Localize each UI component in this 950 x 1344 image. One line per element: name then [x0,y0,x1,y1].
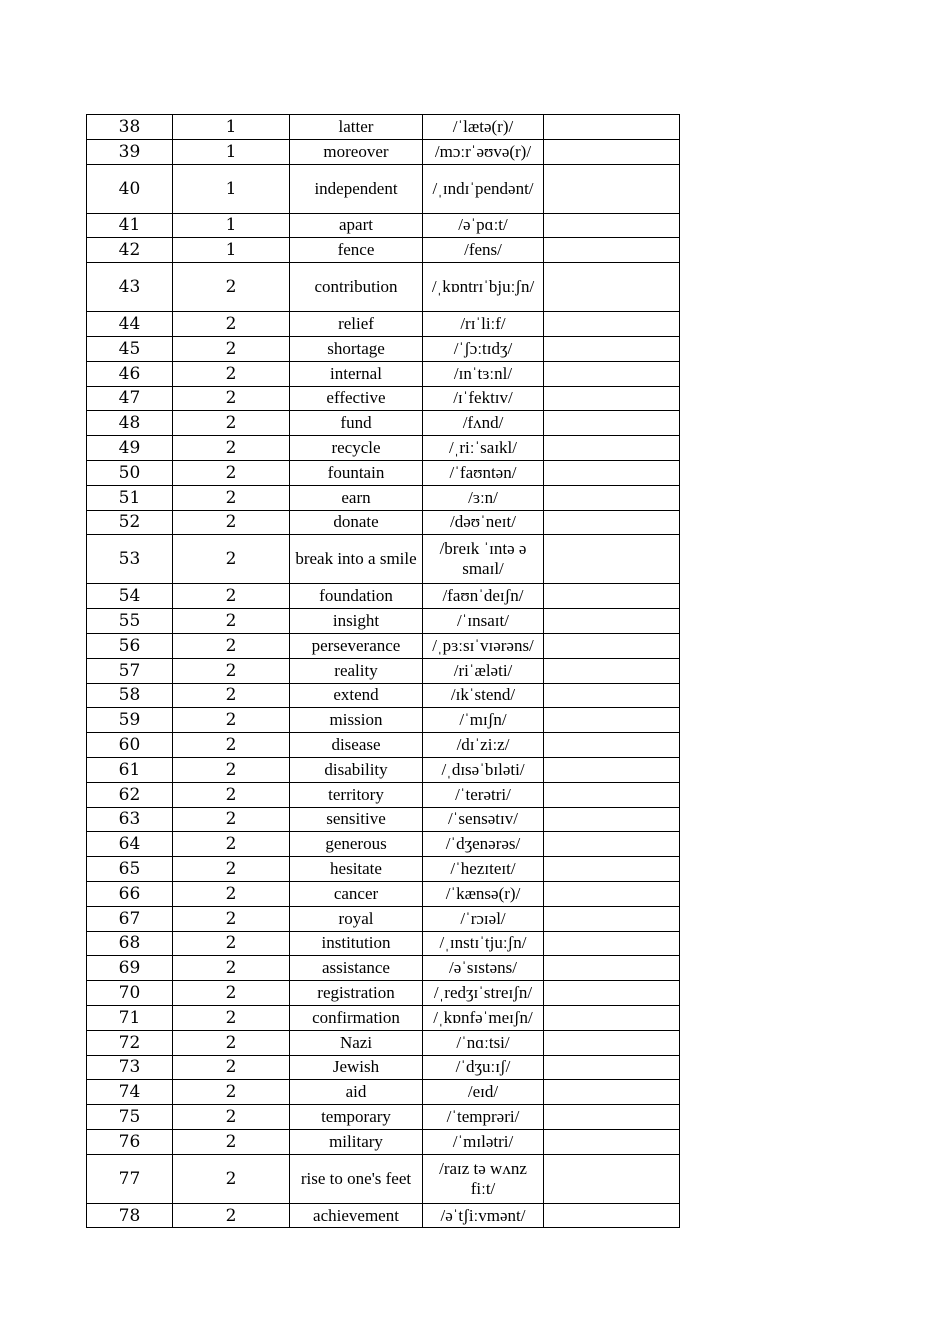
table-row [87,361,680,386]
row-number-cell: 50 [87,460,173,485]
unit-number-cell: 2 [173,609,290,634]
row-number-cell: 76 [87,1129,173,1154]
phonetic-cell: /ˈterətri/ [423,782,544,807]
blank-cell [544,164,680,213]
row-number-cell: 45 [87,336,173,361]
word-cell: insight [290,609,423,634]
table-row [87,931,680,956]
table-row [87,1005,680,1030]
phonetic-cell: /ˌriːˈsaɪkl/ [423,436,544,461]
unit-number-cell: 1 [173,139,290,164]
unit-number-cell: 2 [173,485,290,510]
blank-cell [544,115,680,140]
word-cell: cancer [290,881,423,906]
row-number-cell: 62 [87,782,173,807]
word-cell: royal [290,906,423,931]
phonetic-cell: /ˈkænsə(r)/ [423,881,544,906]
table-row [87,782,680,807]
unit-number-cell: 2 [173,832,290,857]
word-cell: Nazi [290,1030,423,1055]
blank-cell [544,1129,680,1154]
table-row [87,906,680,931]
word-cell: fund [290,411,423,436]
word-cell: latter [290,115,423,140]
unit-number-cell: 2 [173,708,290,733]
phonetic-cell: /ˌredʒɪˈstreɪʃn/ [423,981,544,1006]
blank-cell [544,609,680,634]
unit-number-cell: 2 [173,1055,290,1080]
row-number-cell: 42 [87,238,173,263]
phonetic-cell: /mɔːrˈəʊvə(r)/ [423,139,544,164]
phonetic-cell: /ˌdɪsəˈbɪləti/ [423,757,544,782]
word-cell: foundation [290,584,423,609]
row-number-cell: 40 [87,164,173,213]
row-number-cell: 61 [87,757,173,782]
row-number-cell: 55 [87,609,173,634]
word-cell: earn [290,485,423,510]
phonetic-cell: /ˈlætə(r)/ [423,115,544,140]
phonetic-cell: /ˌkɒnfəˈmeɪʃn/ [423,1005,544,1030]
phonetic-cell: /əˈpɑːt/ [423,213,544,238]
table-row [87,411,680,436]
word-cell: temporary [290,1105,423,1130]
blank-cell [544,1105,680,1130]
table-row [87,584,680,609]
table-row [87,238,680,263]
blank-cell [544,238,680,263]
phonetic-cell: /ˈmɪʃn/ [423,708,544,733]
row-number-cell: 53 [87,535,173,584]
table-row [87,1055,680,1080]
unit-number-cell: 2 [173,584,290,609]
phonetic-cell: /ˌkɒntrɪˈbjuːʃn/ [423,263,544,312]
word-cell: mission [290,708,423,733]
unit-number-cell: 2 [173,782,290,807]
blank-cell [544,931,680,956]
blank-cell [544,535,680,584]
word-cell: confirmation [290,1005,423,1030]
blank-cell [544,510,680,535]
unit-number-cell: 2 [173,881,290,906]
table-row [87,485,680,510]
word-cell: apart [290,213,423,238]
phonetic-cell: /əˈsɪstəns/ [423,956,544,981]
table-row [87,881,680,906]
unit-number-cell: 2 [173,1080,290,1105]
row-number-cell: 69 [87,956,173,981]
row-number-cell: 63 [87,807,173,832]
word-cell: disability [290,757,423,782]
vocabulary-table-body [87,115,680,1228]
table-row [87,757,680,782]
phonetic-cell: /eɪd/ [423,1080,544,1105]
row-number-cell: 58 [87,683,173,708]
unit-number-cell: 1 [173,213,290,238]
vocabulary-table [86,114,680,1228]
row-number-cell: 56 [87,633,173,658]
word-cell: relief [290,312,423,337]
unit-number-cell: 2 [173,931,290,956]
row-number-cell: 38 [87,115,173,140]
blank-cell [544,981,680,1006]
row-number-cell: 66 [87,881,173,906]
unit-number-cell: 2 [173,658,290,683]
blank-cell [544,1203,680,1228]
table-row [87,386,680,411]
unit-number-cell: 2 [173,981,290,1006]
row-number-cell: 44 [87,312,173,337]
phonetic-cell: /ˈdʒuːɪʃ/ [423,1055,544,1080]
phonetic-cell: /ˈmɪlətri/ [423,1129,544,1154]
word-cell: reality [290,658,423,683]
row-number-cell: 51 [87,485,173,510]
table-row [87,1154,680,1203]
phonetic-cell: /ˈdʒenərəs/ [423,832,544,857]
phonetic-cell: /əˈtʃiːvmənt/ [423,1203,544,1228]
phonetic-cell: /rɪˈliːf/ [423,312,544,337]
table-row [87,115,680,140]
word-cell: extend [290,683,423,708]
row-number-cell: 49 [87,436,173,461]
table-row [87,312,680,337]
table-row [87,535,680,584]
unit-number-cell: 2 [173,312,290,337]
table-row [87,658,680,683]
row-number-cell: 77 [87,1154,173,1203]
phonetic-cell: /raɪz tə wʌnz fiːt/ [423,1154,544,1203]
blank-cell [544,263,680,312]
word-cell: sensitive [290,807,423,832]
blank-cell [544,460,680,485]
word-cell: institution [290,931,423,956]
blank-cell [544,832,680,857]
phonetic-cell: /ɪkˈstend/ [423,683,544,708]
table-row [87,263,680,312]
word-cell: internal [290,361,423,386]
unit-number-cell: 1 [173,164,290,213]
phonetic-cell: /ˈnɑːtsi/ [423,1030,544,1055]
blank-cell [544,1055,680,1080]
unit-number-cell: 2 [173,460,290,485]
row-number-cell: 52 [87,510,173,535]
table-row [87,164,680,213]
phonetic-cell: /ˈɪnsaɪt/ [423,609,544,634]
word-cell: moreover [290,139,423,164]
phonetic-cell: /ˈʃɔːtɪdʒ/ [423,336,544,361]
word-cell: effective [290,386,423,411]
table-row [87,1080,680,1105]
row-number-cell: 67 [87,906,173,931]
word-cell: aid [290,1080,423,1105]
word-cell: break into a smile [290,535,423,584]
unit-number-cell: 2 [173,1154,290,1203]
word-cell: donate [290,510,423,535]
unit-number-cell: 2 [173,906,290,931]
row-number-cell: 54 [87,584,173,609]
phonetic-cell: /ˌpɜːsɪˈvɪərəns/ [423,633,544,658]
table-row [87,708,680,733]
word-cell: independent [290,164,423,213]
blank-cell [544,683,680,708]
blank-cell [544,782,680,807]
unit-number-cell: 2 [173,1005,290,1030]
phonetic-cell: /ˈfaʊntən/ [423,460,544,485]
phonetic-cell: /dəʊˈneɪt/ [423,510,544,535]
blank-cell [544,584,680,609]
phonetic-cell: /ˌɪnstɪˈtjuːʃn/ [423,931,544,956]
table-row [87,1129,680,1154]
word-cell: fence [290,238,423,263]
blank-cell [544,857,680,882]
table-row [87,609,680,634]
blank-cell [544,956,680,981]
row-number-cell: 74 [87,1080,173,1105]
blank-cell [544,386,680,411]
word-cell: contribution [290,263,423,312]
table-row [87,213,680,238]
word-cell: generous [290,832,423,857]
unit-number-cell: 2 [173,411,290,436]
unit-number-cell: 2 [173,683,290,708]
row-number-cell: 64 [87,832,173,857]
unit-number-cell: 2 [173,757,290,782]
row-number-cell: 73 [87,1055,173,1080]
blank-cell [544,658,680,683]
table-row [87,633,680,658]
blank-cell [544,312,680,337]
unit-number-cell: 2 [173,1129,290,1154]
word-cell: registration [290,981,423,1006]
phonetic-cell: /ɪnˈtɜːnl/ [423,361,544,386]
word-cell: assistance [290,956,423,981]
phonetic-cell: /ɪˈfektɪv/ [423,386,544,411]
blank-cell [544,485,680,510]
phonetic-cell: /fens/ [423,238,544,263]
phonetic-cell: /ˈsensətɪv/ [423,807,544,832]
table-row [87,336,680,361]
blank-cell [544,361,680,386]
row-number-cell: 70 [87,981,173,1006]
table-row [87,1030,680,1055]
row-number-cell: 43 [87,263,173,312]
phonetic-cell: /ˈtemprəri/ [423,1105,544,1130]
blank-cell [544,807,680,832]
unit-number-cell: 2 [173,733,290,758]
table-row [87,436,680,461]
table-row [87,460,680,485]
table-row [87,981,680,1006]
table-row [87,683,680,708]
table-row [87,1105,680,1130]
row-number-cell: 57 [87,658,173,683]
row-number-cell: 71 [87,1005,173,1030]
blank-cell [544,757,680,782]
phonetic-cell: /faʊnˈdeɪʃn/ [423,584,544,609]
word-cell: perseverance [290,633,423,658]
unit-number-cell: 2 [173,386,290,411]
table-row [87,733,680,758]
row-number-cell: 46 [87,361,173,386]
phonetic-cell: /ɜːn/ [423,485,544,510]
row-number-cell: 48 [87,411,173,436]
blank-cell [544,1080,680,1105]
row-number-cell: 72 [87,1030,173,1055]
row-number-cell: 47 [87,386,173,411]
table-row [87,832,680,857]
word-cell: territory [290,782,423,807]
word-cell: fountain [290,460,423,485]
row-number-cell: 78 [87,1203,173,1228]
unit-number-cell: 2 [173,336,290,361]
blank-cell [544,708,680,733]
row-number-cell: 68 [87,931,173,956]
blank-cell [544,336,680,361]
row-number-cell: 65 [87,857,173,882]
blank-cell [544,436,680,461]
phonetic-cell: /riˈæləti/ [423,658,544,683]
blank-cell [544,733,680,758]
table-row [87,857,680,882]
table-row [87,139,680,164]
blank-cell [544,411,680,436]
blank-cell [544,1005,680,1030]
blank-cell [544,1030,680,1055]
unit-number-cell: 2 [173,535,290,584]
table-row [87,1203,680,1228]
word-cell: achievement [290,1203,423,1228]
phonetic-cell: /dɪˈziːz/ [423,733,544,758]
unit-number-cell: 2 [173,633,290,658]
table-row [87,807,680,832]
blank-cell [544,906,680,931]
unit-number-cell: 2 [173,1105,290,1130]
row-number-cell: 59 [87,708,173,733]
word-cell: military [290,1129,423,1154]
phonetic-cell: /ˈhezɪteɪt/ [423,857,544,882]
word-cell: hesitate [290,857,423,882]
unit-number-cell: 2 [173,1030,290,1055]
word-cell: rise to one's feet [290,1154,423,1203]
phonetic-cell: /fʌnd/ [423,411,544,436]
word-cell: shortage [290,336,423,361]
blank-cell [544,139,680,164]
blank-cell [544,633,680,658]
unit-number-cell: 1 [173,238,290,263]
unit-number-cell: 1 [173,115,290,140]
unit-number-cell: 2 [173,857,290,882]
word-cell: recycle [290,436,423,461]
phonetic-cell: /ˌɪndɪˈpendənt/ [423,164,544,213]
row-number-cell: 41 [87,213,173,238]
blank-cell [544,881,680,906]
unit-number-cell: 2 [173,1203,290,1228]
word-cell: disease [290,733,423,758]
word-cell: Jewish [290,1055,423,1080]
unit-number-cell: 2 [173,807,290,832]
phonetic-cell: /breɪk ˈɪntə ə smaɪl/ [423,535,544,584]
row-number-cell: 60 [87,733,173,758]
unit-number-cell: 2 [173,510,290,535]
row-number-cell: 39 [87,139,173,164]
table-row [87,510,680,535]
unit-number-cell: 2 [173,263,290,312]
row-number-cell: 75 [87,1105,173,1130]
unit-number-cell: 2 [173,361,290,386]
phonetic-cell: /ˈrɔɪəl/ [423,906,544,931]
blank-cell [544,213,680,238]
unit-number-cell: 2 [173,956,290,981]
table-row [87,956,680,981]
blank-cell [544,1154,680,1203]
unit-number-cell: 2 [173,436,290,461]
